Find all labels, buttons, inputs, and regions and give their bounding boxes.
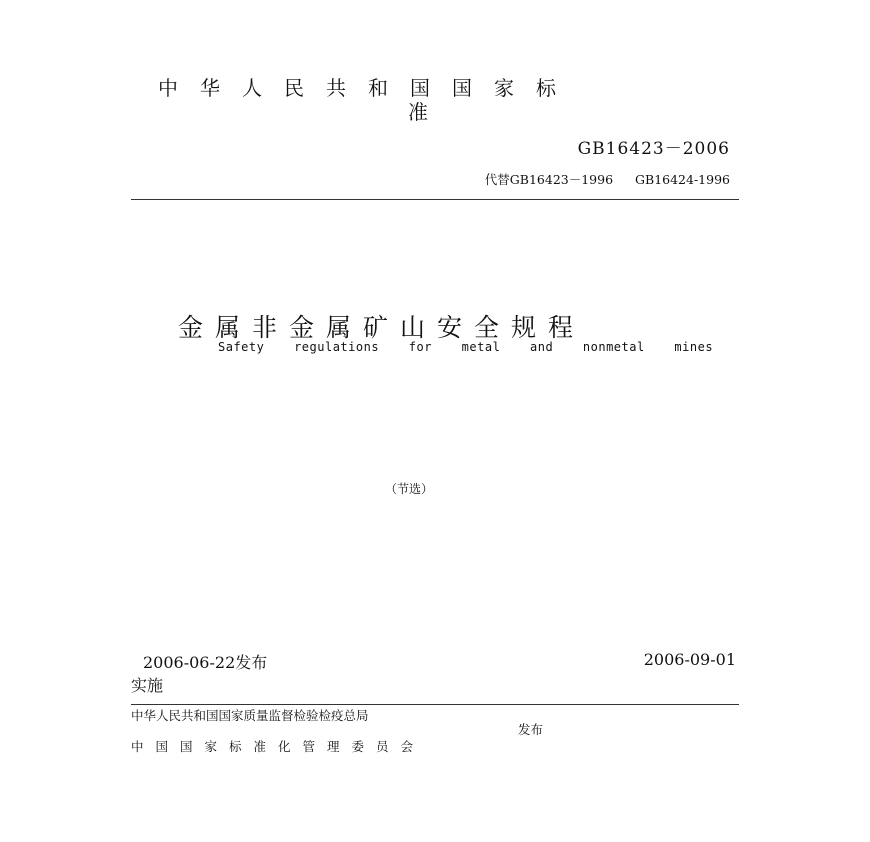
bottom-divider: [131, 704, 739, 705]
document-title: 金属非金属矿山安全规程: [178, 313, 586, 342]
document-title-english: Safety regulations for metal and nonmetal mines: [218, 340, 714, 354]
replaces-standards: 代替GB16423－1996 GB16424-1996: [484, 172, 730, 187]
standard-number: GB16423－2006: [577, 139, 730, 159]
top-divider: [131, 199, 739, 200]
release-date: 2006-06-22发布: [143, 653, 268, 672]
issuer-sac: 中国国家标准化管理委员会: [131, 739, 426, 754]
excerpt-note: （节选）: [385, 482, 434, 496]
national-standard-title: 中华人民共和国国家标: [158, 76, 578, 100]
issuer-aqsiq: 中华人民共和国国家质量监督检验检疫总局: [131, 708, 369, 723]
national-standard-title-wrap: 准: [408, 100, 428, 124]
issue-label: 发布: [518, 722, 544, 737]
implementation-date: 2006-09-01: [643, 650, 736, 669]
implementation-label: 实施: [131, 676, 164, 695]
